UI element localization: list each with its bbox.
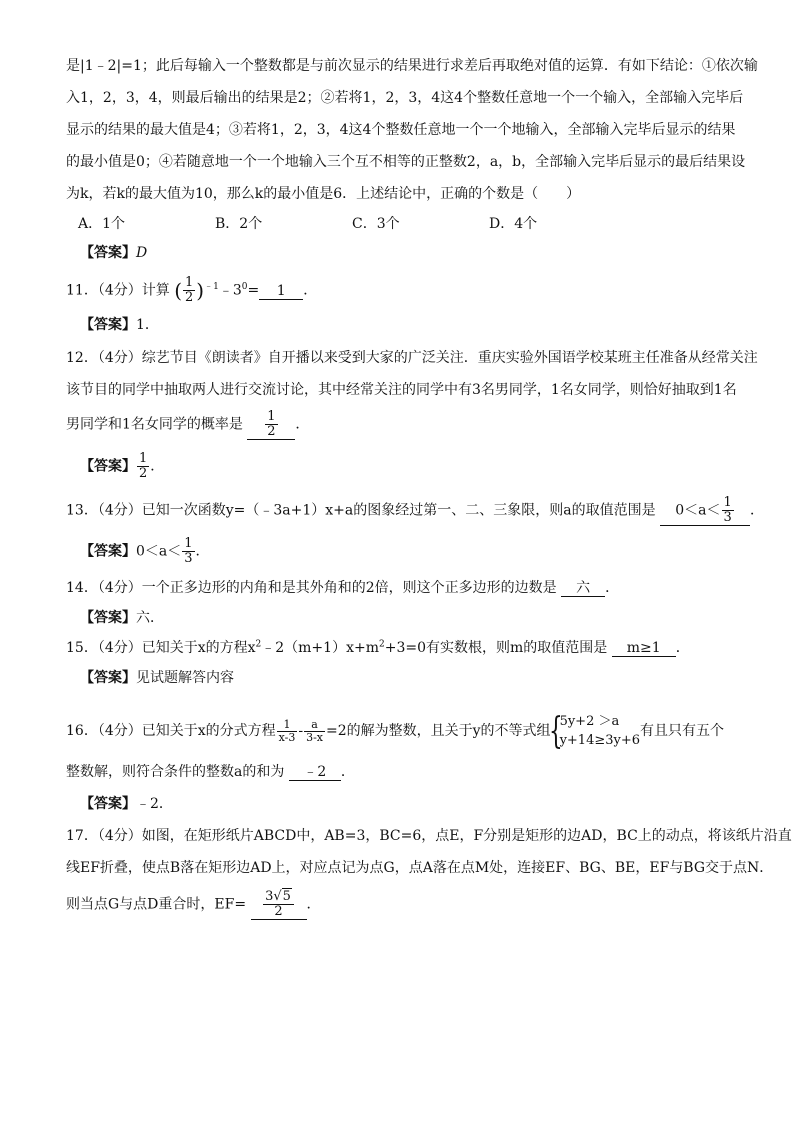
q16-end: ． [340,764,355,780]
choice-a: A．1个 [78,216,126,232]
frac-denominator: 2 [185,290,194,305]
frac-denominator: 3-x [306,730,324,744]
answer-end: ． [150,458,165,475]
q15-end: ． [675,640,690,656]
q17-end: ． [306,896,321,913]
frac-denominator: 2 [274,904,283,919]
choice-c: C．3个 [352,216,400,232]
q16-inequality-system [548,711,641,752]
answer-tag: 【答案】 [80,458,136,475]
answer-tag: 【答案】 [80,670,136,686]
q15-mid: ﹣2（m+1）x+m [261,640,379,656]
paren-close: ) [196,278,205,303]
paren-open: ( [174,278,182,303]
choice-b: B．2个 [215,216,263,232]
frac-numerator [263,890,294,905]
q16-answer [80,794,173,814]
frac-denominator: 3 [184,551,193,566]
answer-value: 1． [136,317,159,333]
q10-line-2: 入1，2，3，4，则最后输出的结果是2；②若将1，2，3，4这4个整数任意地一个一个输入，全部输入完毕后 [66,90,744,106]
answer-tag: 【答案】 [80,245,136,261]
q11-eq: = [247,282,260,299]
radicand: 5 [282,889,291,904]
frac-denominator: 2 [139,466,148,481]
q12-line-2: 该节目的同学中抽取两人进行交流讨论，其中经常关注的同学中有3名男同学，1名女同学，则恰好抽取到1名 [66,382,737,398]
q15-rest: +3=0有实数根，则m的取值范围是 [384,640,608,656]
q14-line [66,578,619,598]
q11-line [66,276,317,305]
q11-prefix: 11．（4分）计算 [66,282,170,299]
frac-denominator: 3 [723,510,732,525]
q16-fraction-2 [304,719,325,744]
choice-d: D．4个 [489,216,538,232]
q14-answer [80,608,164,628]
q17-text: 则当点G与点D重合时，EF= [66,896,247,913]
answer-value: D [136,245,148,261]
q16-fraction-1 [277,719,298,744]
q16-text: 整数解，则符合条件的整数a的和为 [66,764,285,780]
q15-answer [80,668,234,688]
q11-end: ． [303,282,318,299]
q12-end: ． [295,416,310,433]
q10-choices [78,214,537,234]
q11-answer-blank: 1 [259,283,303,300]
q13-answer-blank [660,496,750,526]
answer-value: 0＜a＜ [136,543,182,560]
answer-fraction [137,452,149,481]
q15-prefix: 15．（4分）已知关于x的方程x [66,640,256,656]
q17-line-1: 17．（4分）如图，在矩形纸片ABCD中，AB=3，BC=6，点E，F分别是矩形的边AD，BC上的动点，将该纸片沿直 [66,828,792,844]
frac-denominator: x-3 [278,730,296,744]
q15-line [66,638,690,658]
q11-exponent: ﹣1 [204,281,219,292]
answer-tag: 【答案】 [80,317,136,333]
inequality-2: y+14≥3y+6 [559,733,641,748]
q14-end: ． [605,580,620,596]
q13-end: ． [750,502,765,519]
answer-tag: 【答案】 [80,796,136,812]
q17-answer-blank [251,890,307,920]
q17-line-2: 线EF折叠，使点B落在矩形边AD上，对应点记为点G，点A落在点M处，连接EF、BG、BE，EF与BG交于点N． [66,860,774,876]
frac-numerator: 1 [723,495,732,510]
frac-numerator: 1 [185,275,194,290]
frac-numerator: a [304,719,325,732]
answer-tag: 【答案】 [80,610,136,626]
q12-answer [80,452,164,481]
q12-fraction [265,410,277,439]
q13-fraction [722,496,734,525]
q12-line-3 [66,410,309,440]
q11-exponent-2: 0 [241,281,248,292]
coefficient: 3 [265,889,274,904]
frac-numerator: 1 [267,409,276,424]
answer-tag: 【答案】 [80,543,136,560]
brace-icon: { [548,711,563,752]
q13-answer [80,537,210,566]
q16-prefix: 16．（4分）已知关于x的分式方程 [66,723,276,739]
q10-line-4: 的最小值是0；④若随意地一个一个地输入三个互不相等的正整数2，a，b，全部输入完毕后显示的最后结果设 [66,154,746,170]
q16-eq-text: =2的解为整数，且关于y的不等式组 [326,723,551,739]
q16-minus: - [298,723,304,739]
sqrt-icon: √5 [273,889,291,904]
q11-mid: ﹣3 [218,282,242,299]
answer-value: 六． [136,610,164,626]
q10-line-5: 为k，若k的最大值为10，那么k的最小值是6．上述结论中，正确的个数是（ ） [66,186,581,202]
q11-answer [80,315,159,335]
q10-answer [80,243,147,263]
frac-numerator: 1 [139,451,148,466]
q17-fraction [263,890,294,919]
answer-value: ﹣2． [136,796,173,812]
q10-line-3: 显示的结果的最大值是4；③若将1，2，3，4这4个整数任意地一个一个地输入，全部输入完毕后显示的结果 [66,122,736,138]
q13-text: 13．（4分）已知一次函数y=（﹣3a+1）x+a的图象经过第一、二、三象限，则a的取值范围是 [66,502,656,519]
q14-answer-blank: 六 [561,580,605,597]
q10-line-1: 是|1﹣2|=1；此后每输入一个整数都是与前次显示的结果进行求差后再取绝对值的运算．有如下结论：①依次输 [66,58,758,74]
answer-value: 见试题解答内容 [136,670,234,686]
q16-answer-blank: ﹣2 [289,764,341,781]
frac-numerator: 1 [277,719,298,732]
blank-text: 0＜a＜ [675,502,721,519]
q16-line-2 [66,762,355,782]
answer-fraction [182,537,194,566]
q15-answer-blank: m≥1 [612,640,676,657]
inequality-1: 5y+2 ＞a [559,714,620,729]
q12-answer-blank [247,410,295,440]
q12-text: 男同学和1名女同学的概率是 [66,416,243,433]
q14-text: 14．（4分）一个正多边形的内角和是其外角和的2倍，则这个正多边形的边数是 [66,580,557,596]
q17-line-3 [66,890,321,920]
q15-square: 2 [255,639,262,650]
answer-end: ． [195,543,210,560]
q16-line-1 [66,712,724,750]
q16-tail: 有且只有五个 [640,723,725,739]
frac-numerator: 1 [184,536,193,551]
frac-denominator: 2 [267,424,276,439]
q15-square-2: 2 [378,639,385,650]
q13-line [66,496,764,526]
q11-fraction [183,276,195,305]
q12-line-1: 12．（4分）综艺节目《朗读者》自开播以来受到大家的广泛关注．重庆实验外国语学校某班主任准备从经常关注 [66,350,758,366]
